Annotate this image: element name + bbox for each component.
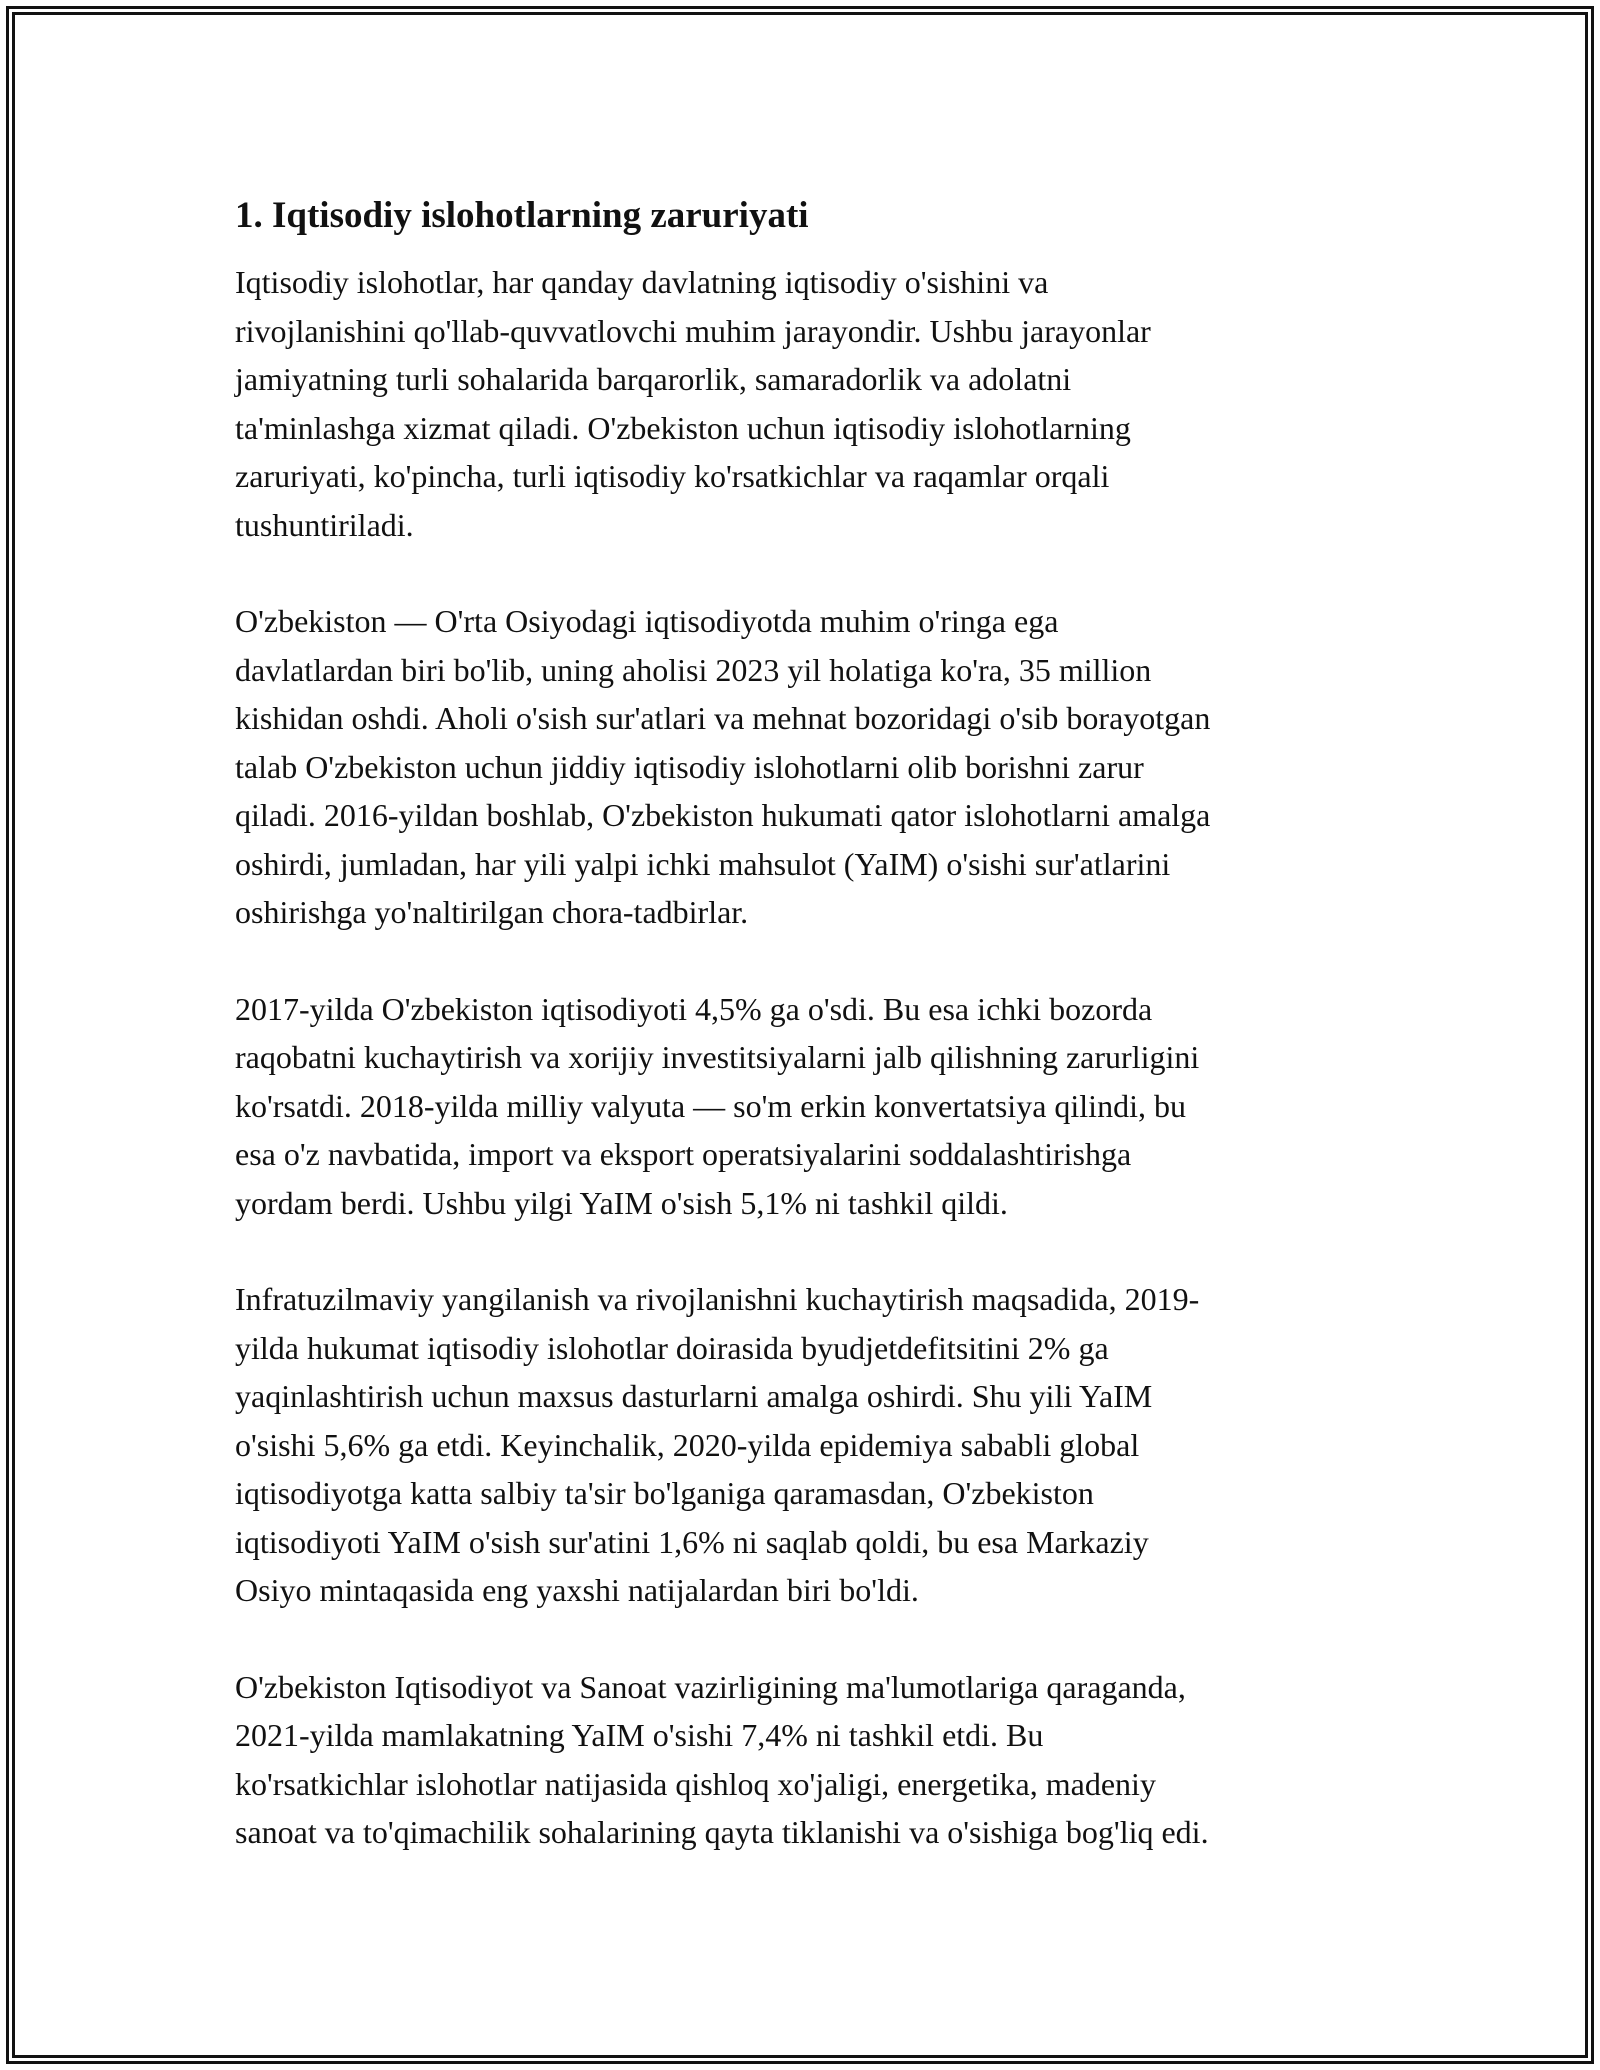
paragraph-3: 2017-yilda O'zbekiston iqtisodiyoti 4,5% ga o'sdi. Bu esa ichki bozorda raqobatni kuchaytirish va xorijiy investitsiyalarni jalb qilishning zarurligini ko'rsatdi. 2018-yilda milliy valyuta — so'm erkin konvertatsiya qilindi, bu esa o'z navbatida, import va eksport operatsiyalarini soddalashtirishga yordam berdi. Ushbu yilgi YaIM o'sish 5,1% ni tashkil qildi. bbox=[235, 990, 1200, 1221]
paragraph-4: Infratuzilmaviy yangilanish va rivojlanishni kuchaytirish maqsadida, 2019- yilda hukumat iqtisodiy islohotlar doirasida byudjetdefitsitini 2% ga yaqinlashtirish uchun maxsus dasturlarni amalga oshirdi. Shu yili YaIM o'sishi 5,6% ga etdi. Keyinchalik, 2020-yilda epidemiya sababli global iqtisodiyotga katta salbiy ta'sir bo'lganiga qaramasdan, O'zbekiston iqtisodiyoti YaIM o'sish sur'atini 1,6% ni saqlab qoldi, bu esa Markaziy Osiyo mintaqasida eng yaxshi natijalardan biri bo'ldi. bbox=[235, 1281, 1200, 1608]
section-heading: 1. Iqtisodiy islohotlarning zaruriyati bbox=[235, 195, 809, 236]
paragraph-1: Iqtisodiy islohotlar, har qanday davlatning iqtisodiy o'sishini va rivojlanishini qo'llab-quvvatlovchi muhim jarayondir. Ushbu jarayonlar jamiyatning turli sohalarida barqarorlik, samaradorlik va adolatni ta'minlashga xizmat qiladi. O'zbekiston uchun iqtisodiy islohotlarning zaruriyati, ko'pincha, turli iqtisodiy ko'rsatkichlar va raqamlar orqali tushuntiriladi. bbox=[235, 264, 1151, 543]
document-body bbox=[235, 190, 1365, 1905]
paragraph-5: O'zbekiston Iqtisodiyot va Sanoat vazirligining ma'lumotlariga qaraganda, 2021-yilda mamlakatning YaIM o'sishi 7,4% ni tashkil etdi. Bu ko'rsatkichlar islohotlar natijasida qishloq xo'jaligi, energetika, madeniy sanoat va to'qimachilik sohalarining qayta tiklanishi va o'sishiga bog'liq edi. bbox=[235, 1668, 1209, 1850]
paragraph-2: O'zbekiston — O'rta Osiyodagi iqtisodiyotda muhim o'ringa ega davlatlardan biri bo'lib, uning aholisi 2023 yil holatiga ko'ra, 35 million kishidan oshdi. Aholi o'sish sur'atlari va mehnat bozoridagi o'sib borayotgan talab O'zbekiston uchun jiddiy iqtisodiy islohotlarni olib borishni zarur qiladi. 2016-yildan boshlab, O'zbekiston hukumati qator islohotlarni amalga oshirdi, jumladan, har yili yalpi ichki mahsulot (YaIM) o'sishi sur'atlarini oshirishga yo'naltirilgan chora-tadbirlar. bbox=[235, 603, 1211, 930]
